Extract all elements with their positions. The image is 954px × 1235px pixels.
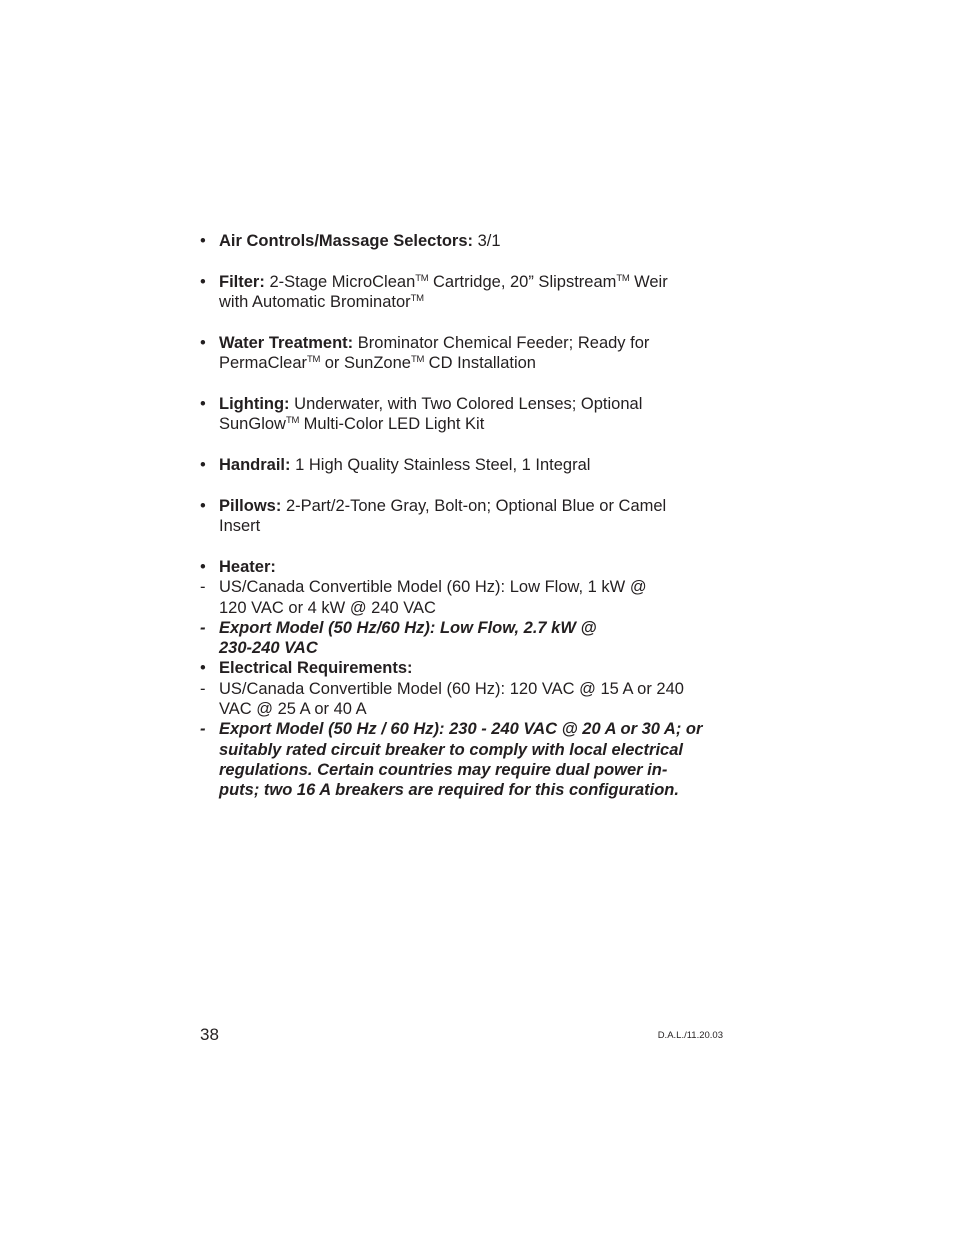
spec-label: Lighting:: [219, 394, 290, 413]
trademark-mark: TM: [616, 272, 630, 284]
spec-label: Water Treatment:: [219, 333, 354, 352]
heater-us-canada: [200, 577, 730, 618]
spec-air-controls: [200, 231, 730, 251]
sub-text: US/Canada Convertible Model (60 Hz): Low Flow, 1 kW @: [219, 578, 647, 597]
sub-text: VAC @ 25 A or 40 A: [219, 700, 367, 719]
dash: -: [200, 578, 206, 597]
spec-value-text: 2-Stage MicroClean: [269, 272, 416, 291]
spec-lighting: [200, 394, 730, 435]
spec-electrical: [200, 658, 730, 678]
sub-text: Export Model (50 Hz / 60 Hz): 230 - 240 VAC @ 20 A or 30 A; or: [219, 720, 703, 739]
spec-value-text: 2-Part/2-Tone Gray, Bolt-on; Optional Blue or Camel: [285, 496, 667, 515]
bullet: •: [200, 659, 206, 678]
bullet: •: [200, 456, 206, 475]
spec-pillows: [200, 496, 730, 537]
sub-text: suitably rated circuit breaker to comply with local electrical: [219, 740, 683, 759]
electrical-export: [200, 719, 730, 800]
spec-value: 1 High Quality Stainless Steel, 1 Integral: [295, 456, 591, 475]
spec-value-text: Multi-Color LED Light Kit: [299, 415, 485, 434]
sub-text: Export Model (50 Hz/60 Hz): Low Flow, 2.7 kW @: [219, 618, 597, 637]
trademark-mark: TM: [307, 354, 321, 366]
spec-label: Pillows:: [219, 496, 282, 515]
bullet: •: [200, 496, 206, 515]
bullet: •: [200, 557, 206, 576]
bullet: •: [200, 272, 206, 291]
heater-export: [200, 618, 730, 659]
spec-value-text: Weir: [629, 272, 668, 291]
page-number: 38: [200, 1025, 219, 1044]
sub-text: 230-240 VAC: [219, 639, 318, 658]
sub-text: 120 VAC or 4 kW @ 240 VAC: [219, 598, 436, 617]
sub-text: regulations. Certain countries may require dual power in-: [219, 760, 668, 779]
spec-value: 3/1: [477, 232, 501, 250]
spec-value-text: or SunZone: [320, 354, 411, 373]
bullet: •: [200, 394, 206, 413]
spec-value-text: Insert: [219, 517, 261, 536]
document-code: D.A.L./11.20.03: [657, 1030, 723, 1041]
spec-label: Heater:: [219, 557, 276, 576]
spec-value-text: SunGlow: [219, 415, 286, 434]
dash: -: [200, 618, 206, 637]
trademark-mark: TM: [415, 272, 429, 284]
bullet: •: [200, 232, 206, 250]
spec-value-text: CD Installation: [424, 354, 536, 373]
sub-text: US/Canada Convertible Model (60 Hz): 120 VAC @ 15 A or 240: [219, 679, 684, 698]
spec-label: Filter:: [219, 272, 265, 291]
spec-label: Air Controls/Massage Selectors:: [219, 232, 473, 250]
trademark-mark: TM: [410, 354, 425, 366]
spec-label: Electrical Requirements:: [219, 659, 413, 678]
spec-heater: [200, 557, 730, 577]
spec-value-text: Underwater, with Two Colored Lenses; Optional: [294, 394, 643, 413]
spec-list: [200, 231, 730, 801]
spec-water-treatment: [200, 333, 730, 374]
spec-handrail: [200, 455, 730, 475]
spec-value-text: PermaClear: [219, 354, 308, 373]
sub-text: puts; two 16 A breakers are required for this configuration.: [219, 781, 679, 800]
spec-value-text: with Automatic Brominator: [219, 293, 411, 312]
spec-label: Handrail:: [219, 456, 291, 475]
spec-filter: [200, 272, 730, 313]
dash: -: [200, 720, 206, 739]
trademark-mark: TM: [285, 415, 300, 427]
trademark-mark: TM: [410, 293, 424, 305]
dash: -: [200, 679, 206, 698]
bullet: •: [200, 333, 206, 352]
electrical-us-canada: [200, 679, 730, 720]
spec-value-text: Brominator Chemical Feeder; Ready for: [357, 333, 650, 352]
spec-value-text: Cartridge, 20” Slipstream: [428, 272, 617, 291]
